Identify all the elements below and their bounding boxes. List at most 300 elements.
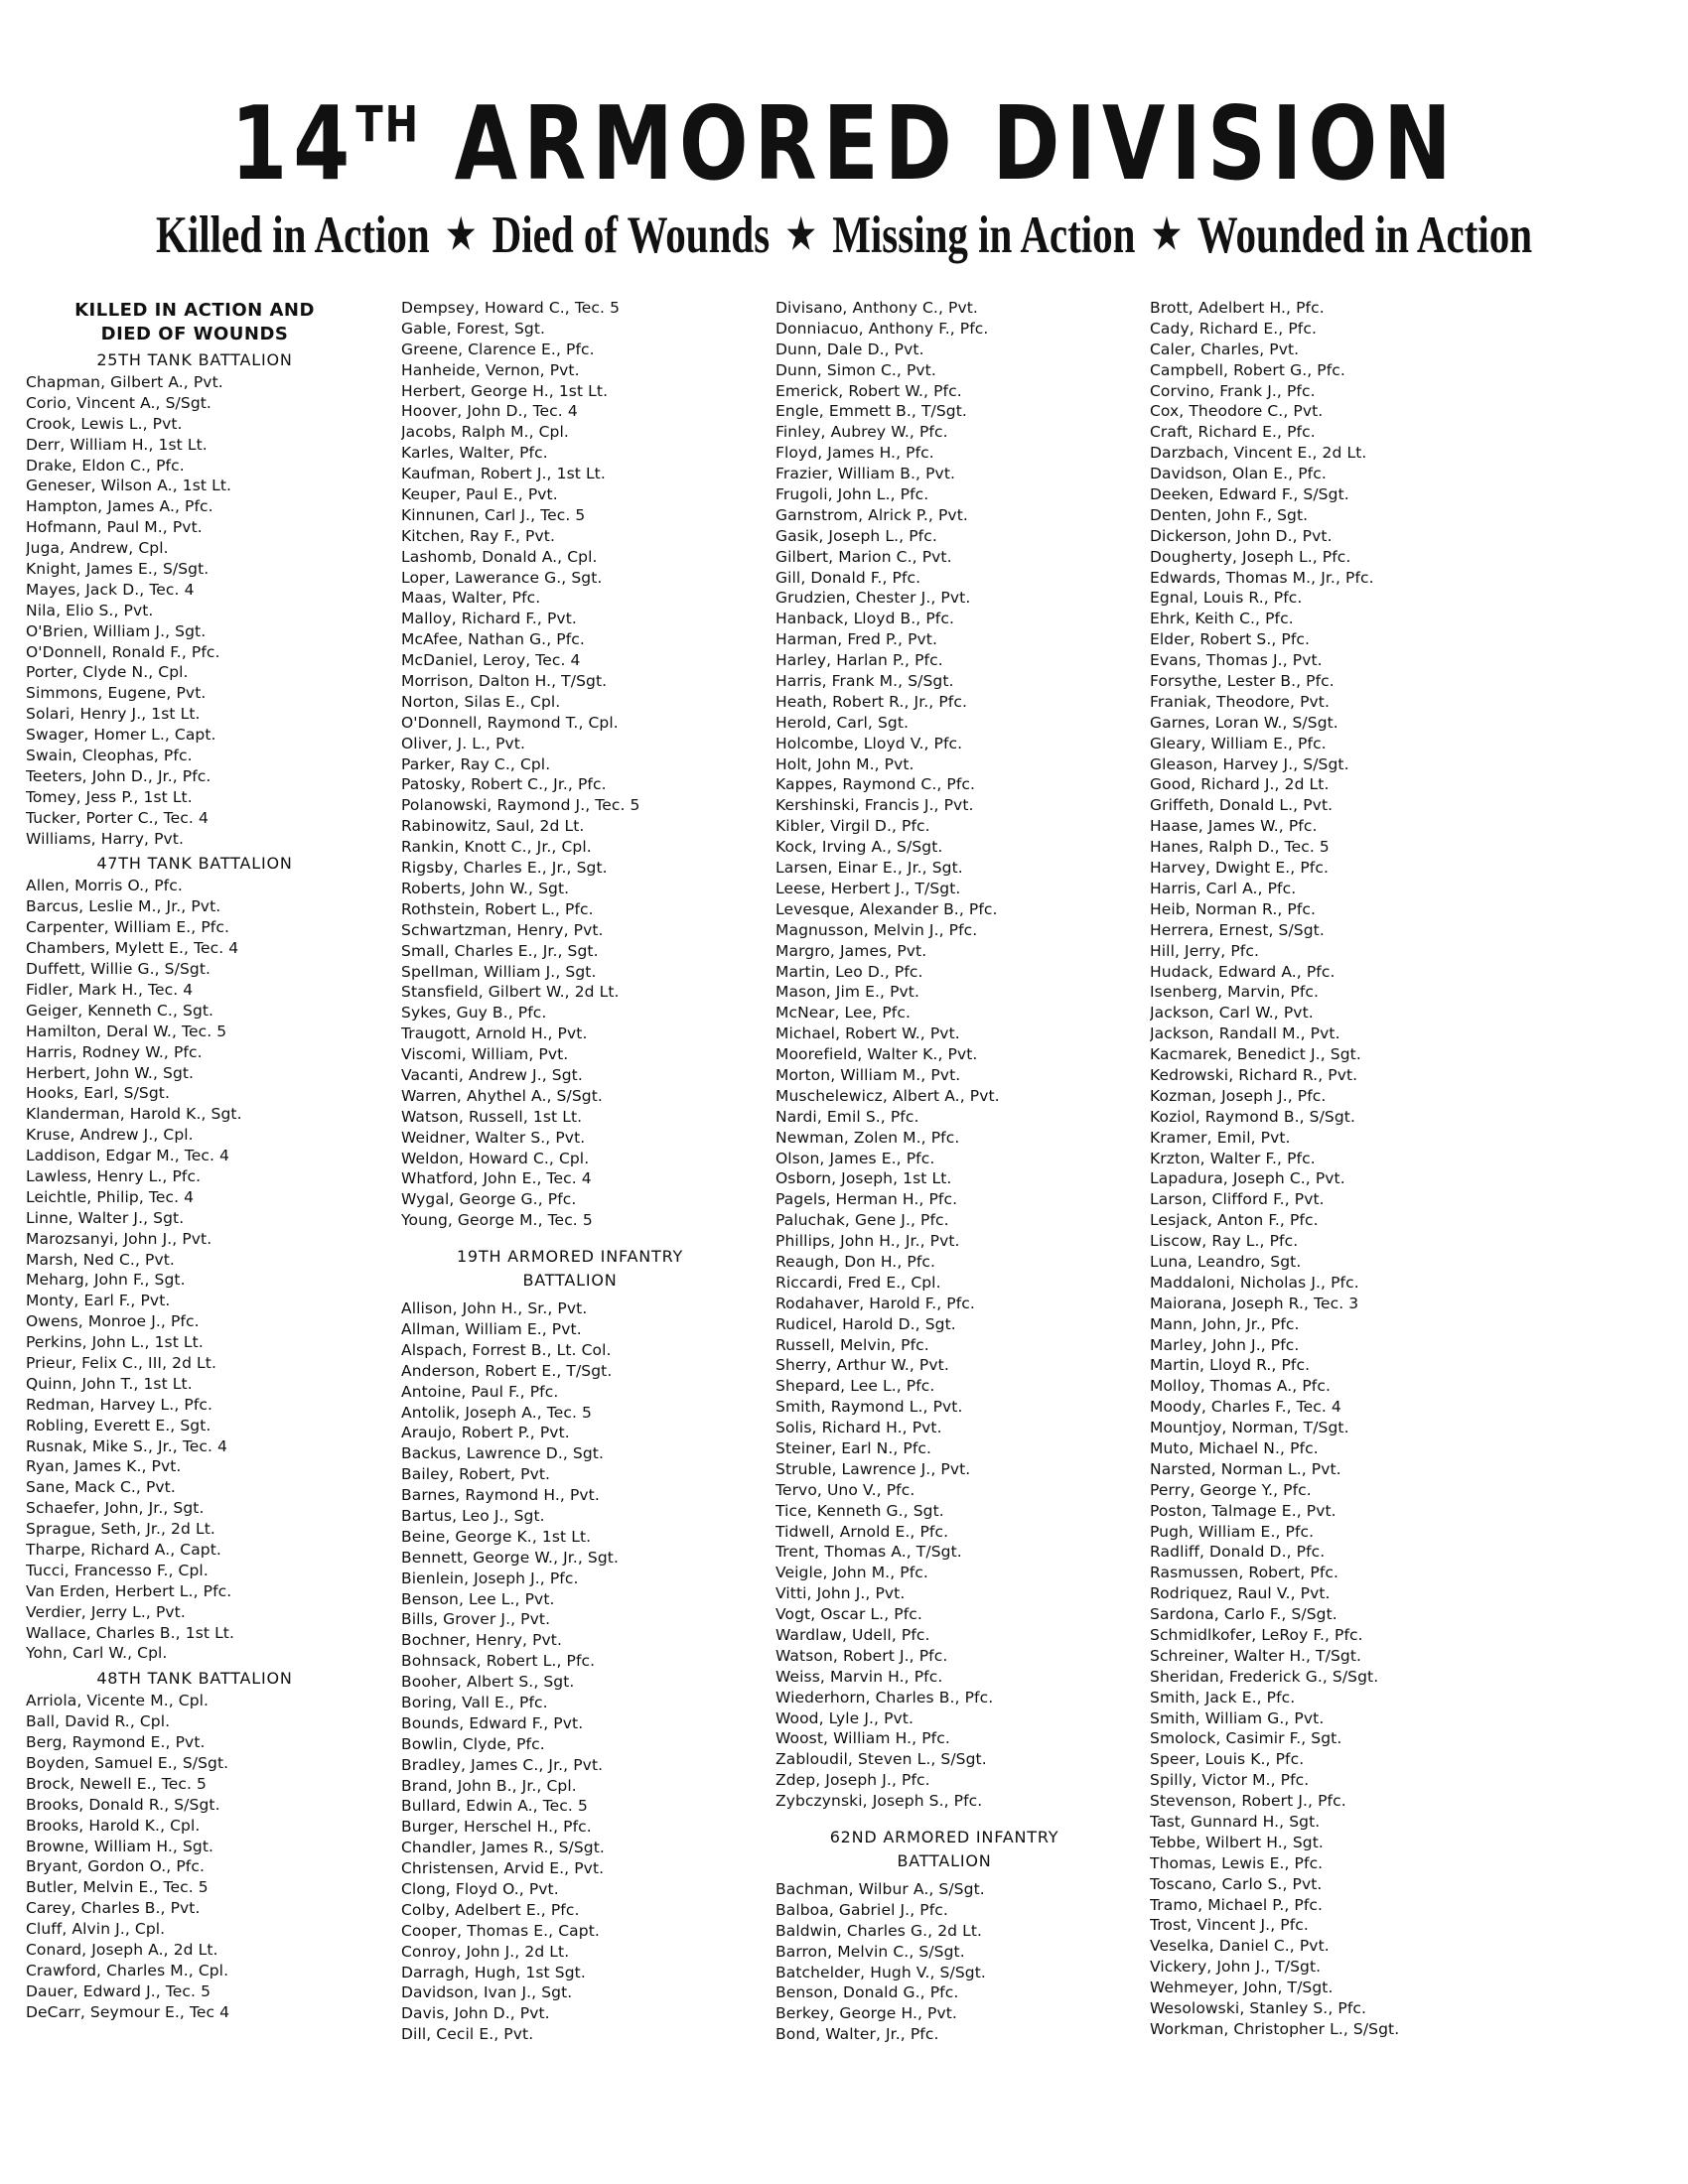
list-item: Juga, Andrew, Cpl. bbox=[26, 539, 169, 558]
list-item: Kramer, Emil, Pvt. bbox=[1150, 1128, 1291, 1147]
list-item: Edwards, Thomas M., Jr., Pfc. bbox=[1150, 568, 1374, 587]
list-item: Roberts, John W., Sgt. bbox=[401, 879, 570, 897]
star-icon: ★ bbox=[1152, 210, 1182, 258]
list-item: Crook, Lewis L., Pvt. bbox=[26, 414, 183, 433]
list-item: Phillips, John H., Jr., Pvt. bbox=[775, 1232, 960, 1251]
battalion-heading-62nd-infantry bbox=[775, 1826, 1113, 1873]
list-item: Griffeth, Donald L., Pvt. bbox=[1150, 796, 1334, 815]
list-item: Hampton, James A., Pfc. bbox=[26, 497, 213, 516]
list-item: Herbert, John W., Sgt. bbox=[26, 1063, 195, 1082]
list-item: Bachman, Wilbur A., S/Sgt. bbox=[775, 1880, 985, 1899]
list-item: Hamilton, Deral W., Tec. 5 bbox=[26, 1022, 227, 1040]
list-item: Magnusson, Melvin J., Pfc. bbox=[775, 920, 978, 939]
list-item: Dickerson, John D., Pvt. bbox=[1150, 526, 1333, 545]
list-item: Barnes, Raymond H., Pvt. bbox=[401, 1486, 600, 1505]
list-item: Tebbe, Wilbert H., Sgt. bbox=[1150, 1833, 1324, 1851]
list-item: O'Donnell, Raymond T., Cpl. bbox=[401, 713, 619, 732]
list-item: Parker, Ray C., Cpl. bbox=[401, 754, 551, 773]
list-item: Riccardi, Fred E., Cpl. bbox=[775, 1273, 941, 1292]
list-item: Gleason, Harvey J., S/Sgt. bbox=[1150, 754, 1349, 773]
list-item: Krzton, Walter F., Pfc. bbox=[1150, 1149, 1316, 1167]
list-item: Cooper, Thomas E., Capt. bbox=[401, 1921, 600, 1940]
list-item: Allison, John H., Sr., Pvt. bbox=[401, 1299, 588, 1318]
battalion-heading-25th-tank: 25TH TANK BATTALION bbox=[96, 350, 293, 369]
battalion-heading-19th-infantry bbox=[401, 1245, 739, 1293]
list-item: Williams, Harry, Pvt. bbox=[26, 829, 185, 848]
list-item: Butler, Melvin E., Tec. 5 bbox=[26, 1878, 209, 1897]
list-item: Beine, George K., 1st Lt. bbox=[401, 1527, 592, 1546]
list-item: Herrera, Ernest, S/Sgt. bbox=[1150, 920, 1325, 939]
list-item: Klanderman, Harold K., Sgt. bbox=[26, 1105, 242, 1124]
list-item: Harman, Fred P., Pvt. bbox=[775, 630, 937, 649]
list-item: Allman, William E., Pvt. bbox=[401, 1319, 582, 1338]
list-item: Harris, Frank M., S/Sgt. bbox=[775, 672, 954, 691]
list-item: Tucci, Francesso F., Cpl. bbox=[26, 1561, 209, 1579]
heading-line: 62ND ARMORED INFANTRY bbox=[829, 1828, 1059, 1847]
list-item: Maiorana, Joseph R., Tec. 3 bbox=[1150, 1294, 1359, 1312]
list-item: Larson, Clifford F., Pvt. bbox=[1150, 1190, 1325, 1209]
list-item: Donniacuo, Anthony F., Pfc. bbox=[775, 319, 989, 338]
list-item: Muto, Michael N., Pfc. bbox=[1150, 1438, 1319, 1457]
list-item: Geiger, Kenneth C., Sgt. bbox=[26, 1001, 214, 1020]
list-item: Balboa, Gabriel J., Pfc. bbox=[775, 1900, 948, 1919]
list-item: Larsen, Einar E., Jr., Sgt. bbox=[775, 859, 963, 878]
list-item: Nardi, Emil S., Pfc. bbox=[775, 1107, 919, 1126]
list-item: Carpenter, William E., Pfc. bbox=[26, 918, 229, 937]
list-item: Good, Richard J., 2d Lt. bbox=[1150, 775, 1330, 794]
list-item: Mann, John, Jr., Pfc. bbox=[1150, 1314, 1300, 1333]
list-item: Kruse, Andrew J., Cpl. bbox=[26, 1126, 194, 1145]
list-item: Hofmann, Paul M., Pvt. bbox=[26, 518, 203, 537]
list-item: Arriola, Vicente M., Cpl. bbox=[26, 1692, 210, 1710]
list-item: Antolik, Joseph A., Tec. 5 bbox=[401, 1403, 593, 1422]
list-item: Gable, Forest, Sgt. bbox=[401, 319, 546, 338]
list-item: Rabinowitz, Saul, 2d Lt. bbox=[401, 817, 585, 836]
list-item: Smith, Raymond L., Pvt. bbox=[775, 1398, 963, 1417]
list-item: Yohn, Carl W., Cpl. bbox=[26, 1644, 168, 1663]
list-item: Norton, Silas E., Cpl. bbox=[401, 692, 561, 711]
list-item: Floyd, James H., Pfc. bbox=[775, 444, 934, 463]
heading-line: BATTALION bbox=[522, 1271, 618, 1291]
list-item: Lashomb, Donald A., Cpl. bbox=[401, 547, 598, 566]
list-item: Smolock, Casimir F., Sgt. bbox=[1150, 1729, 1342, 1748]
list-item: Lapadura, Joseph C., Pvt. bbox=[1150, 1169, 1345, 1188]
list-item: Benson, Lee L., Pvt. bbox=[401, 1589, 555, 1608]
list-item: Struble, Lawrence J., Pvt. bbox=[775, 1459, 971, 1478]
star-icon: ★ bbox=[785, 210, 816, 258]
list-item: Rusnak, Mike S., Jr., Tec. 4 bbox=[26, 1436, 228, 1455]
list-item: Derr, William H., 1st Lt. bbox=[26, 435, 208, 454]
list-item: Bounds, Edward F., Pvt. bbox=[401, 1713, 584, 1732]
list-item: Chambers, Mylett E., Tec. 4 bbox=[26, 939, 239, 958]
list-item: Zdep, Joseph J., Pfc. bbox=[775, 1771, 930, 1790]
list-item: Jackson, Carl W., Pvt. bbox=[1150, 1004, 1314, 1023]
list-item: Darzbach, Vincent E., 2d Lt. bbox=[1150, 444, 1367, 463]
list-item: Keuper, Paul E., Pvt. bbox=[401, 485, 558, 504]
list-item: Kock, Irving A., S/Sgt. bbox=[775, 838, 943, 857]
list-item: Drake, Eldon C., Pfc. bbox=[26, 456, 185, 475]
list-item: Herold, Carl, Sgt. bbox=[775, 713, 910, 732]
list-item: Moody, Charles F., Tec. 4 bbox=[1150, 1398, 1341, 1417]
list-item: Dunn, Dale D., Pvt. bbox=[775, 340, 924, 358]
list-item: Muschelewicz, Albert A., Pvt. bbox=[775, 1086, 1000, 1105]
list-item: Spilly, Victor M., Pfc. bbox=[1150, 1771, 1310, 1790]
list-item: Kinnunen, Carl J., Tec. 5 bbox=[401, 505, 586, 524]
list-item: Tomey, Jess P., 1st Lt. bbox=[26, 787, 193, 806]
list-item: Stevenson, Robert J., Pfc. bbox=[1150, 1792, 1346, 1811]
list-item: Koziol, Raymond B., S/Sgt. bbox=[1150, 1107, 1355, 1126]
list-item: Swager, Homer L., Capt. bbox=[26, 726, 216, 745]
list-item: Reaugh, Don H., Pfc. bbox=[775, 1252, 936, 1271]
list-item: Batchelder, Hugh V., S/Sgt. bbox=[775, 1963, 986, 1981]
list-item: Baldwin, Charles G., 2d Lt. bbox=[775, 1921, 983, 1940]
list-item: Emerick, Robert W., Pfc. bbox=[775, 381, 962, 400]
list-item: Malloy, Richard F., Pvt. bbox=[401, 610, 577, 628]
list-item: Schaefer, John, Jr., Sgt. bbox=[26, 1499, 205, 1518]
list-item: Quinn, John T., 1st Lt. bbox=[26, 1374, 193, 1393]
list-item: Deeken, Edward F., S/Sgt. bbox=[1150, 485, 1349, 504]
list-item: Garnstrom, Alrick P., Pvt. bbox=[775, 505, 968, 524]
list-item: Garnes, Loran W., S/Sgt. bbox=[1150, 713, 1338, 732]
list-item: Smith, Jack E., Pfc. bbox=[1150, 1688, 1296, 1706]
list-item: Perry, George Y., Pfc. bbox=[1150, 1480, 1312, 1499]
name-list-19th-infantry bbox=[401, 1298, 769, 2045]
list-item: Sardona, Carlo F., S/Sgt. bbox=[1150, 1605, 1337, 1624]
name-list-column-4 bbox=[1150, 298, 1517, 2040]
list-item: Kaufman, Robert J., 1st Lt. bbox=[401, 465, 606, 483]
list-item: Lawless, Henry L., Pfc. bbox=[26, 1166, 202, 1185]
subtitle-wounded: Wounded in Action bbox=[1196, 205, 1533, 264]
list-item: Patosky, Robert C., Jr., Pfc. bbox=[401, 775, 607, 794]
list-item: Hanheide, Vernon, Pvt. bbox=[401, 360, 580, 379]
name-list-column-3 bbox=[775, 298, 1143, 1812]
list-item: Ryan, James K., Pvt. bbox=[26, 1457, 182, 1476]
list-item: Davis, John D., Pvt. bbox=[401, 2004, 550, 2023]
list-item: Corio, Vincent A., S/Sgt. bbox=[26, 393, 211, 412]
subtitle-killed: Killed in Action bbox=[155, 205, 430, 264]
list-item: Shepard, Lee L., Pfc. bbox=[775, 1377, 935, 1396]
list-item: Rodriquez, Raul V., Pvt. bbox=[1150, 1584, 1331, 1603]
list-item: Schreiner, Walter H., T/Sgt. bbox=[1150, 1646, 1362, 1665]
list-item: Zabloudil, Steven L., S/Sgt. bbox=[775, 1750, 987, 1769]
list-item: Davidson, Ivan J., Sgt. bbox=[401, 1983, 573, 2002]
list-item: Speer, Louis K., Pfc. bbox=[1150, 1750, 1305, 1769]
list-item: Greene, Clarence E., Pfc. bbox=[401, 340, 595, 358]
list-item: Kappes, Raymond C., Pfc. bbox=[775, 775, 976, 794]
list-item: Newman, Zolen M., Pfc. bbox=[775, 1128, 960, 1147]
list-item: Harris, Carl A., Pfc. bbox=[1150, 879, 1297, 897]
list-item: Laddison, Edgar M., Tec. 4 bbox=[26, 1147, 229, 1165]
list-item: Solari, Henry J., 1st Lt. bbox=[26, 705, 201, 724]
list-item: Gill, Donald F., Pfc. bbox=[775, 568, 921, 587]
list-item: Herbert, George H., 1st Lt. bbox=[401, 381, 609, 400]
list-item: Narsted, Norman L., Pvt. bbox=[1150, 1459, 1341, 1478]
list-item: Hill, Jerry, Pfc. bbox=[1150, 941, 1259, 960]
list-item: Fidler, Mark H., Tec. 4 bbox=[26, 980, 194, 999]
list-item: Araujo, Robert P., Pvt. bbox=[401, 1424, 570, 1442]
section-heading-kia-2: DIED OF WOUNDS bbox=[100, 324, 289, 344]
list-item: Trost, Vincent J., Pfc. bbox=[1150, 1916, 1309, 1935]
heading-line: BATTALION bbox=[897, 1851, 992, 1871]
list-item: Osborn, Joseph, 1st Lt. bbox=[775, 1169, 952, 1188]
list-item: Franiak, Theodore, Pvt. bbox=[1150, 692, 1330, 711]
list-item: Bartus, Leo J., Sgt. bbox=[401, 1506, 545, 1525]
list-item: Small, Charles E., Jr., Sgt. bbox=[401, 941, 599, 960]
list-item: Marley, John J., Pfc. bbox=[1150, 1335, 1300, 1354]
list-item: Thomas, Lewis E., Pfc. bbox=[1150, 1853, 1324, 1872]
list-item: Egnal, Louis R., Pfc. bbox=[1150, 589, 1303, 608]
list-item: Frazier, William B., Pvt. bbox=[775, 465, 956, 483]
list-item: Denten, John F., Sgt. bbox=[1150, 505, 1309, 524]
list-item: Elder, Robert S., Pfc. bbox=[1150, 630, 1311, 649]
list-item: Gasik, Joseph L., Pfc. bbox=[775, 526, 937, 545]
list-item: Steiner, Earl N., Pfc. bbox=[775, 1438, 932, 1457]
list-item: Rasmussen, Robert, Pfc. bbox=[1150, 1564, 1339, 1582]
list-item: Hudack, Edward A., Pfc. bbox=[1150, 962, 1336, 981]
list-item: Craft, Richard E., Pfc. bbox=[1150, 423, 1316, 442]
list-item: Rankin, Knott C., Jr., Cpl. bbox=[401, 838, 592, 857]
list-item: Marsh, Ned C., Pvt. bbox=[26, 1250, 175, 1269]
list-item: Finley, Aubrey W., Pfc. bbox=[775, 423, 948, 442]
list-item: Brooks, Harold K., Cpl. bbox=[26, 1816, 201, 1835]
list-item: Tharpe, Richard A., Capt. bbox=[26, 1540, 221, 1559]
list-item: Grudzien, Chester J., Pvt. bbox=[775, 589, 971, 608]
list-item: DeCarr, Seymour E., Tec 4 bbox=[26, 2002, 230, 2021]
list-item: Smith, William G., Pvt. bbox=[1150, 1708, 1325, 1727]
list-item: Watson, Robert J., Pfc. bbox=[775, 1646, 948, 1665]
list-item: Forsythe, Lester B., Pfc. bbox=[1150, 672, 1335, 691]
list-item: Weldon, Howard C., Cpl. bbox=[401, 1149, 590, 1167]
list-item: Heath, Robert R., Jr., Pfc. bbox=[775, 692, 968, 711]
list-item: Wood, Lyle J., Pvt. bbox=[775, 1708, 914, 1727]
list-item: Bond, Walter, Jr., Pfc. bbox=[775, 2025, 939, 2044]
list-item: Rudicel, Harold D., Sgt. bbox=[775, 1314, 956, 1333]
list-item: Sykes, Guy B., Pfc. bbox=[401, 1004, 547, 1023]
list-item: Allen, Morris O., Pfc. bbox=[26, 877, 183, 895]
list-item: Cluff, Alvin J., Cpl. bbox=[26, 1920, 166, 1939]
list-item: Anderson, Robert E., T/Sgt. bbox=[401, 1361, 613, 1380]
list-item: Martin, Lloyd R., Pfc. bbox=[1150, 1356, 1311, 1375]
battalion-heading-48th-tank: 48TH TANK BATTALION bbox=[96, 1669, 293, 1689]
list-item: Vacanti, Andrew J., Sgt. bbox=[401, 1065, 583, 1084]
heading-line: 19TH ARMORED INFANTRY bbox=[456, 1247, 684, 1267]
list-item: Veselka, Daniel C., Pvt. bbox=[1150, 1937, 1330, 1956]
star-icon: ★ bbox=[446, 210, 476, 258]
column-2 bbox=[401, 298, 769, 2045]
list-item: Maas, Walter, Pfc. bbox=[401, 589, 541, 608]
list-item: Michael, Robert W., Pvt. bbox=[775, 1024, 960, 1043]
list-item: Schmidlkofer, LeRoy F., Pfc. bbox=[1150, 1626, 1363, 1644]
list-item: Sprague, Seth, Jr., 2d Lt. bbox=[26, 1520, 215, 1539]
list-item: Darragh, Hugh, 1st Sgt. bbox=[401, 1963, 586, 1981]
list-item: Morton, William M., Pvt. bbox=[775, 1065, 961, 1084]
list-item: Verdier, Jerry L., Pvt. bbox=[26, 1602, 186, 1621]
list-item: Swain, Cleophas, Pfc. bbox=[26, 747, 193, 765]
list-item: Heib, Norman R., Pfc. bbox=[1150, 899, 1317, 918]
list-item: Hooks, Earl, S/Sgt. bbox=[26, 1084, 170, 1103]
list-item: Vickery, John J., T/Sgt. bbox=[1150, 1958, 1322, 1977]
list-item: Chapman, Gilbert A., Pvt. bbox=[26, 373, 223, 391]
list-item: Wesolowski, Stanley S., Pfc. bbox=[1150, 1999, 1367, 2018]
list-item: Bryant, Gordon O., Pfc. bbox=[26, 1857, 206, 1876]
list-item: Brock, Newell E., Tec. 5 bbox=[26, 1774, 207, 1793]
list-item: Knight, James E., S/Sgt. bbox=[26, 560, 210, 579]
list-item: Bailey, Robert, Pvt. bbox=[401, 1465, 551, 1484]
list-item: Conroy, John J., 2d Lt. bbox=[401, 1942, 570, 1961]
name-list-25th-tank bbox=[26, 372, 393, 849]
list-item: Veigle, John M., Pfc. bbox=[775, 1564, 928, 1582]
list-item: Owens, Monroe J., Pfc. bbox=[26, 1312, 200, 1331]
subtitle-died: Died of Wounds bbox=[492, 205, 771, 264]
list-item: Lesjack, Anton F., Pfc. bbox=[1150, 1211, 1319, 1230]
list-item: Hanback, Lloyd B., Pfc. bbox=[775, 610, 954, 628]
list-item: Weiss, Marvin H., Pfc. bbox=[775, 1667, 943, 1686]
list-item: Benson, Donald G., Pfc. bbox=[775, 1983, 959, 2002]
title-number: 14 bbox=[230, 85, 356, 204]
list-item: Poston, Talmage E., Pvt. bbox=[1150, 1501, 1336, 1520]
list-item: Evans, Thomas J., Pvt. bbox=[1150, 651, 1323, 670]
list-item: Polanowski, Raymond J., Tec. 5 bbox=[401, 796, 640, 815]
list-item: Rothstein, Robert L., Pfc. bbox=[401, 899, 594, 918]
list-item: Colby, Adelbert E., Pfc. bbox=[401, 1900, 580, 1919]
list-item: Antoine, Paul F., Pfc. bbox=[401, 1382, 559, 1401]
list-item: Young, George M., Tec. 5 bbox=[401, 1211, 593, 1230]
page-subtitle bbox=[152, 205, 1536, 264]
list-item: Davidson, Olan E., Pfc. bbox=[1150, 465, 1327, 483]
list-item: Crawford, Charles M., Cpl. bbox=[26, 1961, 229, 1979]
list-item: Alspach, Forrest B., Lt. Col. bbox=[401, 1340, 612, 1359]
list-item: Weidner, Walter S., Pvt. bbox=[401, 1128, 586, 1147]
list-item: Oliver, J. L., Pvt. bbox=[401, 734, 526, 752]
list-item: Viscomi, William, Pvt. bbox=[401, 1045, 569, 1064]
list-item: O'Brien, William J., Sgt. bbox=[26, 621, 207, 640]
list-item: Rodahaver, Harold F., Pfc. bbox=[775, 1294, 975, 1312]
list-item: Linne, Walter J., Sgt. bbox=[26, 1208, 185, 1227]
column-4 bbox=[1150, 298, 1517, 2040]
list-item: Boyden, Samuel E., S/Sgt. bbox=[26, 1754, 229, 1772]
list-item: Hanes, Ralph D., Tec. 5 bbox=[1150, 838, 1330, 857]
list-item: Jackson, Randall M., Pvt. bbox=[1150, 1024, 1340, 1043]
list-item: Barcus, Leslie M., Jr., Pvt. bbox=[26, 897, 221, 916]
list-item: Gilbert, Marion C., Pvt. bbox=[775, 547, 952, 566]
list-item: Burger, Herschel H., Pfc. bbox=[401, 1818, 592, 1837]
list-item: Conard, Joseph A., 2d Lt. bbox=[26, 1941, 218, 1960]
list-item: Wardlaw, Udell, Pfc. bbox=[775, 1626, 930, 1644]
list-item: Mountjoy, Norman, T/Sgt. bbox=[1150, 1419, 1349, 1437]
list-item: Zybczynski, Joseph S., Pfc. bbox=[775, 1792, 983, 1811]
list-item: Dempsey, Howard C., Tec. 5 bbox=[401, 299, 621, 317]
list-item: Perkins, John L., 1st Lt. bbox=[26, 1333, 204, 1352]
list-item: Olson, James E., Pfc. bbox=[775, 1149, 935, 1167]
list-item: Levesque, Alexander B., Pfc. bbox=[775, 899, 998, 918]
list-item: Bowlin, Clyde, Pfc. bbox=[401, 1734, 545, 1753]
list-item: McDaniel, Leroy, Tec. 4 bbox=[401, 651, 581, 670]
list-item: Kibler, Virgil D., Pfc. bbox=[775, 817, 930, 836]
list-item: Bienlein, Joseph J., Pfc. bbox=[401, 1569, 579, 1587]
list-item: Watson, Russell, 1st Lt. bbox=[401, 1107, 583, 1126]
list-item: Cady, Richard E., Pfc. bbox=[1150, 319, 1317, 338]
list-item: Bullard, Edwin A., Tec. 5 bbox=[401, 1797, 588, 1816]
list-item: Trent, Thomas A., T/Sgt. bbox=[775, 1543, 962, 1562]
list-item: Ball, David R., Cpl. bbox=[26, 1712, 171, 1731]
title-ordinal: TH bbox=[355, 96, 421, 154]
list-item: Corvino, Frank J., Pfc. bbox=[1150, 381, 1316, 400]
list-item: Chandler, James R., S/Sgt. bbox=[401, 1839, 605, 1857]
list-item: Margro, James, Pvt. bbox=[775, 941, 927, 960]
list-item: Brott, Adelbert H., Pfc. bbox=[1150, 299, 1325, 317]
list-item: Luna, Leandro, Sgt. bbox=[1150, 1252, 1302, 1271]
list-item: Cox, Theodore C., Pvt. bbox=[1150, 402, 1324, 421]
list-item: Pagels, Herman H., Pfc. bbox=[775, 1190, 958, 1209]
list-item: Bohnsack, Robert L., Pfc. bbox=[401, 1652, 596, 1671]
list-item: Isenberg, Marvin, Pfc. bbox=[1150, 983, 1320, 1002]
list-item: Russell, Melvin, Pfc. bbox=[775, 1335, 929, 1354]
list-item: Wallace, Charles B., 1st Lt. bbox=[26, 1623, 235, 1642]
list-item: Warren, Ahythel A., S/Sgt. bbox=[401, 1086, 603, 1105]
list-item: Whatford, John E., Tec. 4 bbox=[401, 1169, 592, 1188]
list-item: Bradley, James C., Jr., Pvt. bbox=[401, 1755, 604, 1774]
list-item: Campbell, Robert G., Pfc. bbox=[1150, 360, 1345, 379]
list-item: Bills, Grover J., Pvt. bbox=[401, 1610, 551, 1629]
list-item: Nila, Elio S., Pvt. bbox=[26, 601, 154, 619]
list-item: Kershinski, Francis J., Pvt. bbox=[775, 796, 974, 815]
title-text: ARMORED DIVISION bbox=[420, 85, 1458, 204]
list-item: Sane, Mack C., Pvt. bbox=[26, 1478, 176, 1497]
list-item: Wiederhorn, Charles B., Pfc. bbox=[775, 1688, 994, 1706]
list-item: Christensen, Arvid E., Pvt. bbox=[401, 1859, 605, 1878]
list-item: Prieur, Felix C., III, 2d Lt. bbox=[26, 1353, 216, 1372]
list-item: Spellman, William J., Sgt. bbox=[401, 962, 597, 981]
list-item: Morrison, Dalton H., T/Sgt. bbox=[401, 672, 608, 691]
list-item: Brooks, Donald R., S/Sgt. bbox=[26, 1795, 220, 1814]
list-item: Booher, Albert S., Sgt. bbox=[401, 1673, 575, 1692]
list-item: Molloy, Thomas A., Pfc. bbox=[1150, 1377, 1332, 1396]
list-item: Carey, Charles B., Pvt. bbox=[26, 1899, 201, 1918]
list-item: Van Erden, Herbert L., Pfc. bbox=[26, 1581, 232, 1600]
list-item: Bochner, Henry, Pvt. bbox=[401, 1631, 562, 1650]
list-item: Woost, William H., Pfc. bbox=[775, 1729, 950, 1748]
list-item: Solis, Richard H., Pvt. bbox=[775, 1419, 942, 1437]
list-item: Caler, Charles, Pvt. bbox=[1150, 340, 1300, 358]
column-3 bbox=[775, 298, 1143, 2045]
subtitle-missing: Missing in Action bbox=[832, 205, 1136, 264]
section-heading-kia: KILLED IN ACTION AND bbox=[74, 300, 315, 321]
column-1 bbox=[26, 298, 393, 2023]
list-item: Liscow, Ray L., Pfc. bbox=[1150, 1232, 1299, 1251]
list-item: Kitchen, Ray F., Pvt. bbox=[401, 526, 555, 545]
list-item: Dunn, Simon C., Pvt. bbox=[775, 360, 936, 379]
name-list-47th-tank bbox=[26, 876, 393, 1664]
list-item: Harvey, Dwight E., Pfc. bbox=[1150, 859, 1329, 878]
list-item: Robling, Everett E., Sgt. bbox=[26, 1416, 211, 1434]
list-item: Holcombe, Lloyd V., Pfc. bbox=[775, 734, 963, 752]
list-item: Holt, John M., Pvt. bbox=[775, 754, 914, 773]
list-item: Kozman, Joseph J., Pfc. bbox=[1150, 1086, 1327, 1105]
list-item: Brand, John B., Jr., Cpl. bbox=[401, 1776, 577, 1795]
list-item: Dill, Cecil E., Pvt. bbox=[401, 2025, 534, 2044]
list-item: Duffett, Willie G., S/Sgt. bbox=[26, 960, 211, 979]
list-item: Maddaloni, Nicholas J., Pfc. bbox=[1150, 1273, 1359, 1292]
list-item: Workman, Christopher L., S/Sgt. bbox=[1150, 2019, 1400, 2038]
list-item: Harley, Harlan P., Pfc. bbox=[775, 651, 943, 670]
list-item: Backus, Lawrence D., Sgt. bbox=[401, 1444, 604, 1463]
list-item: Geneser, Wilson A., 1st Lt. bbox=[26, 477, 232, 495]
list-item: Browne, William H., Sgt. bbox=[26, 1837, 214, 1855]
list-item: Tervo, Uno V., Pfc. bbox=[775, 1480, 915, 1499]
list-item: Leichtle, Philip, Tec. 4 bbox=[26, 1187, 195, 1206]
list-item: Bennett, George W., Jr., Sgt. bbox=[401, 1548, 620, 1567]
list-item: O'Donnell, Ronald F., Pfc. bbox=[26, 642, 220, 661]
